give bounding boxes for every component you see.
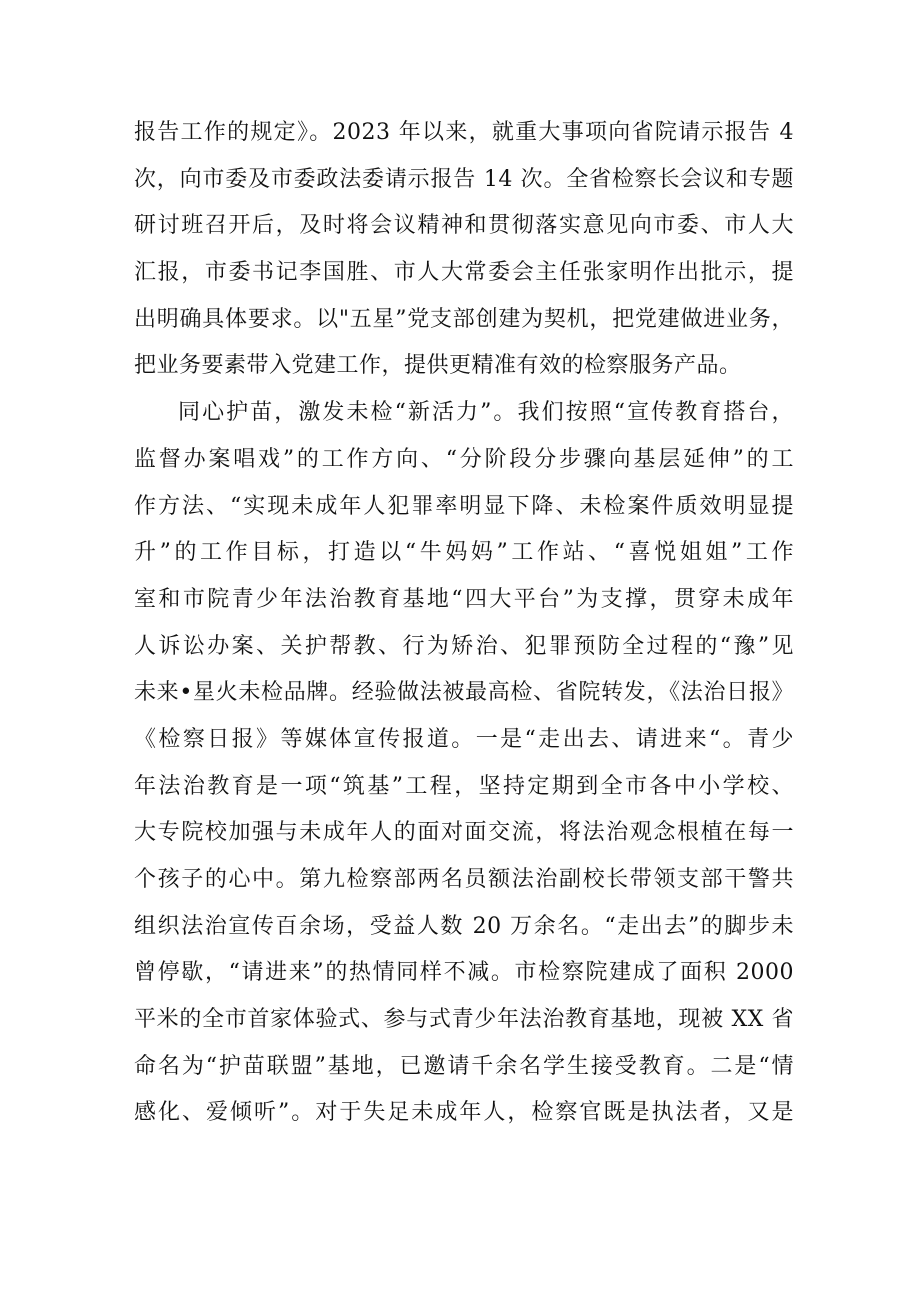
- text-line: 年法治教育是一项“筑基”工程，坚持定期到全市各中小学校、: [134, 773, 794, 799]
- text-line: 报告工作的规定》。2023 年以来，就重大事项向省院请示报告 4: [134, 120, 794, 145]
- text-line: 出明确具体要求。以"五星”党支部创建为契机，把党建做进业务，: [134, 306, 794, 332]
- text-line: 大专院校加强与未成年人的面对面交流，将法治观念根植在每一: [134, 820, 794, 846]
- text-line: 升”的工作目标，打造以“牛妈妈”工作站、“喜悦姐姐”工作: [134, 540, 794, 566]
- text-line: 次，向市委及市委政法委请示报告 14 次。全省检察长会议和专题: [134, 166, 794, 192]
- text-line: 人诉讼办案、关护帮教、行为矫治、犯罪预防全过程的“豫”见: [134, 633, 794, 659]
- text-line: 未来•星火未检品牌。经验做法被最高检、省院转发，《法治日报》: [134, 680, 794, 706]
- text-line: 《检察日报》等媒体宣传报道。一是“走出去、请进来“。青少: [134, 726, 794, 752]
- text-line: 监督办案唱戏”的工作方向、“分阶段分步骤向基层延伸”的工: [134, 446, 794, 472]
- text-line: 个孩子的心中。第九检察部两名员额法治副校长带领支部干警共: [134, 867, 794, 892]
- text-line: 室和市院青少年法治教育基地“四大平台”为支撑，贯穿未成年: [134, 586, 794, 612]
- text-line: 命名为“护苗联盟”基地，已邀请千余名学生接受教育。二是“情: [134, 1053, 794, 1079]
- paragraph-first-line: 同心护苗，激发未检“新活力”。我们按照“宣传教育搭台，: [178, 400, 794, 426]
- text-line: 汇报，市委书记李国胜、市人大常委会主任张家明作出批示，提: [134, 260, 794, 286]
- text-line: 把业务要素带入党建工作，提供更精准有效的检察服务产品。: [134, 353, 742, 379]
- body-text: [134, 110, 794, 1137]
- text-line: 感化、爱倾听”。对于失足未成年人，检察官既是执法者，又是: [134, 1100, 794, 1126]
- text-line: 平米的全市首家体验式、参与式青少年法治教育基地，现被 XX 省: [134, 1007, 794, 1033]
- text-line: 研讨班召开后，及时将会议精神和贯彻落实意见向市委、市人大: [134, 213, 794, 239]
- text-line: 曾停歇，“请进来”的热情同样不减。市检察院建成了面积 2000: [134, 960, 794, 986]
- text-line: 作方法、“实现未成年人犯罪率明显下降、未检案件质效明显提: [134, 493, 794, 519]
- text-line: 组织法治宣传百余场，受益人数 20 万余名。“走出去”的脚步未: [134, 913, 794, 939]
